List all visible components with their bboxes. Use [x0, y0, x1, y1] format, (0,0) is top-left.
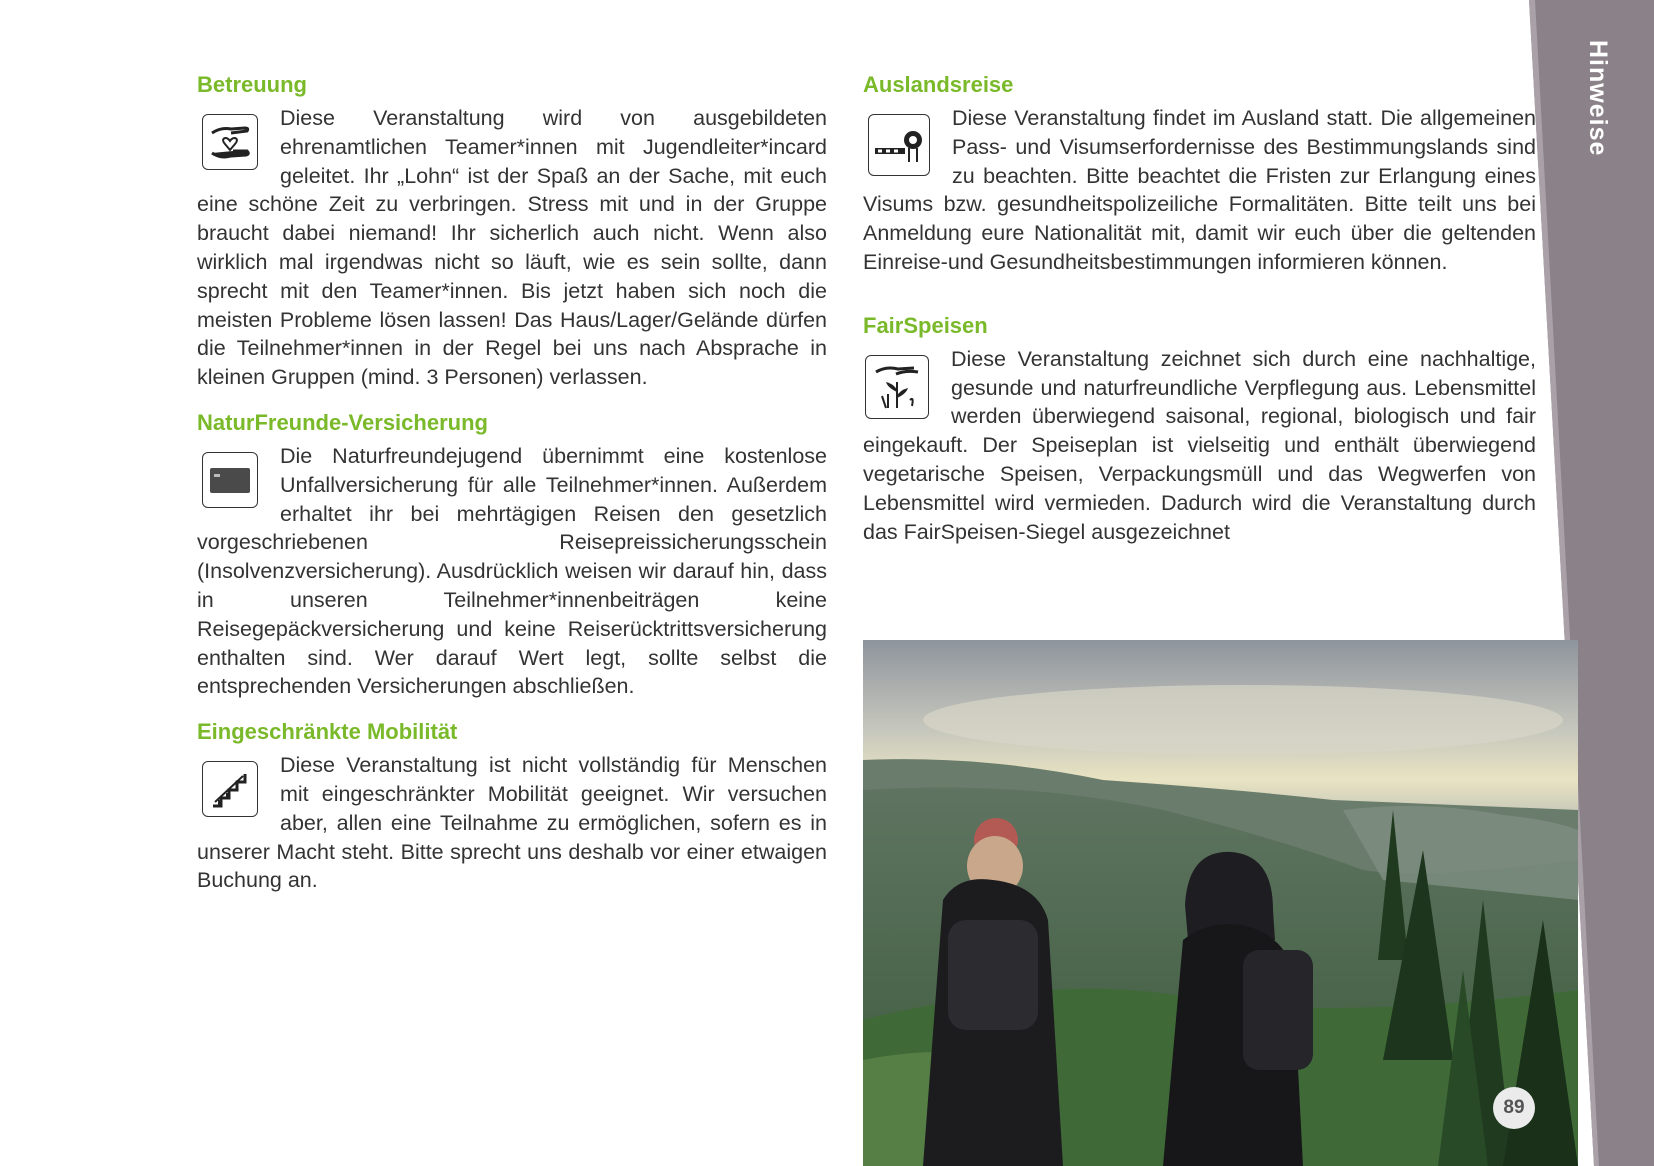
- insurance-card-icon: [202, 452, 258, 508]
- section-text: Diese Veranstaltung findet im Ausland statt. Die allgemeinen Pass- und Visumserfordernisse des Bestimmungslands sind zu beachten. Bitte beachtet die Fristen zur Erlangung eines Visums bzw. gesundheitspolizeiliche Formalitäten. Bitte teilt uns bei Anmeldung eure Nationalität mit, damit wir euch über die geltenden Einreise-und Gesundheitsbestimmungen informieren können.: [863, 106, 1536, 274]
- section-text: Diese Veranstaltung zeichnet sich durch eine nachhaltige, gesunde und naturfreundliche Verpflegung aus. Lebensmittel werden überwiegend saisonal, regional, biologisch und fair eingekauft. Der Speiseplan ist vielseitig und enthält überwiegend vegetarische Speisen, Verpackungsmüll und das Wegwerfen von Lebensmittel wird vermieden. Dadurch wird die Veranstaltung durch das FairSpeisen-Siegel ausgezeichnet: [863, 346, 1536, 544]
- section-heading: Eingeschränkte Mobilität: [197, 719, 458, 745]
- left-column: [197, 70, 827, 911]
- section-text: Diese Veranstaltung ist nicht vollständig für Menschen mit eingeschränkter Mobilität geeignet. Wir versuchen aber, allen eine Teilnahme zu ermöglichen, sofern es in unserer Macht steht. Bitte sprecht uns deshalb vor einer etwaigen Buchung an.: [197, 753, 827, 893]
- stairs-icon: [202, 761, 258, 817]
- section-heading: FairSpeisen: [863, 312, 988, 338]
- fair-food-icon: [865, 355, 929, 419]
- section-fairspeisen: [863, 311, 1536, 547]
- section-betreuung: [197, 70, 827, 392]
- border-crossing-icon: [868, 114, 930, 176]
- side-tab-label: Hinweise: [1584, 40, 1612, 157]
- section-heading: Auslandsreise: [863, 72, 1014, 97]
- page-number: 89: [1493, 1087, 1535, 1129]
- section-auslandsreise: [863, 70, 1536, 277]
- landscape-photo: [863, 640, 1578, 1166]
- section-text: Die Naturfreundejugend übernimmt eine kostenlose Unfallversicherung für alle Teilnehmer*innen. Außerdem erhaltet ihr bei mehrtägigen Reisen den gesetzlich vorgeschriebenen Reisepreissicherungsschein (Insolvenzversicherung). Ausdrücklich weisen wir darauf hin, dass in unseren Teilnehmer*innenbeiträgen keine Reisegepäckversicherung und keine Reiserücktrittsversicherung enthalten sind. Wer darauf Wert legt, sollte selbst die entsprechenden Versicherungen abschließen.: [197, 443, 827, 699]
- hand-heart-icon: [202, 114, 258, 170]
- right-column: [863, 70, 1536, 562]
- section-heading: NaturFreunde-Versicherung: [197, 409, 488, 435]
- section-heading: Betreuung: [197, 72, 307, 97]
- section-text: Diese Veranstaltung wird von ausgebildeten ehrenamtlichen Teamer*innen mit Jugendleiter*incard geleitet. Ihr „Lohn“ ist der Spaß an der Sache, mit euch eine schöne Zeit zu verbringen. Stress mit und in der Gruppe braucht dabei niemand! Ihr sicherlich auch nicht. Wenn also wirklich mal irgendwas nicht so läuft, wie es sein sollte, dann sprecht mit den Teamer*innen. Bis jetzt haben sich noch die meisten Probleme lösen lassen! Das Haus/Lager/Gelände dürfen die Teilnehmer*innen in der Regel bei uns nach Absprache in kleinen Gruppen (mind. 3 Personen) verlassen.: [197, 106, 827, 390]
- section-versicherung: [197, 408, 827, 701]
- section-mobilitaet: [197, 717, 827, 895]
